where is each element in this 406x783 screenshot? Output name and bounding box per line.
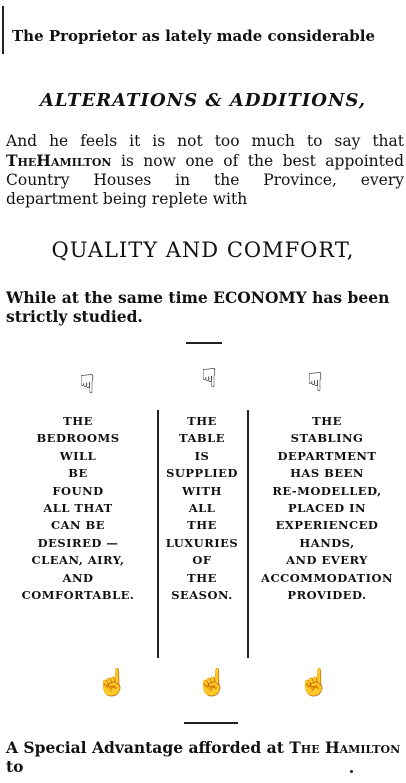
- intro-paragraph: The Proprietor as lately made considerable: [12, 27, 376, 45]
- stray-dot: [350, 770, 353, 773]
- column-line: ACCOMMODATION: [261, 570, 393, 585]
- column-line: WITH: [182, 483, 222, 498]
- column-line: EXPERIENCED: [275, 518, 379, 533]
- pointing-hand-icon: ☟: [79, 370, 95, 400]
- column-line: LUXURIES: [165, 535, 239, 550]
- column-line: SEASON.: [171, 588, 233, 603]
- column-line: AND: [62, 570, 94, 585]
- column-line: OF: [192, 553, 212, 568]
- pointing-hand-icon: ☝: [196, 668, 229, 698]
- column-line: COMFORTABLE.: [21, 588, 135, 603]
- column-line: BE: [68, 466, 88, 481]
- closing-paragraph: [6, 738, 404, 776]
- column-line: HAS BEEN: [290, 466, 364, 481]
- column-line: DESIRED —: [37, 535, 119, 550]
- column-line: SUPPLIED: [166, 466, 238, 481]
- stabling-column: [250, 413, 404, 604]
- bedrooms-column: [2, 413, 154, 604]
- column-line: THE: [63, 414, 93, 428]
- closing-hotel-name: The Hamilton: [289, 738, 401, 757]
- alterations-heading: ALTERATIONS & ADDITIONS,: [39, 90, 367, 111]
- column-line: TABLE: [179, 431, 225, 446]
- short-divider: [186, 342, 222, 344]
- column-line: STABLING: [290, 431, 364, 446]
- column-line: HANDS,: [299, 535, 355, 550]
- column-line: RE-MODELLED,: [272, 483, 382, 498]
- column-line: ALL: [188, 501, 216, 516]
- pointing-hand-icon: ☝: [298, 668, 331, 698]
- section-divider: [184, 722, 238, 724]
- column-line: BEDROOMS: [36, 431, 120, 446]
- column-divider: [247, 410, 249, 658]
- body-rest: is now one of the best appointed Country Houses in the Province, every department being replete with: [6, 152, 404, 208]
- column-line: CLEAN, AIRY,: [31, 553, 125, 568]
- column-line: THE: [312, 414, 342, 428]
- body-paragraph: [6, 132, 404, 209]
- slogan-heading: QUALITY AND COMFORT,: [51, 238, 355, 262]
- column-line: THE: [187, 518, 217, 533]
- column-line: THE: [187, 414, 217, 428]
- pointing-hand-icon: ☟: [201, 364, 217, 394]
- body-lead: And he feels it is not too much to say that: [6, 132, 404, 150]
- column-line: IS: [194, 448, 210, 463]
- column-line: ALL THAT: [43, 501, 113, 516]
- closing-lead: A Special Advantage afforded at: [6, 738, 284, 757]
- margin-rule: [2, 6, 4, 54]
- column-line: PLACED IN: [288, 501, 366, 516]
- pointing-hand-icon: ☟: [307, 368, 323, 398]
- table-column: [159, 413, 245, 604]
- pointing-hand-icon: ☝: [96, 668, 129, 698]
- column-line: CAN BE: [50, 518, 106, 533]
- column-line: DEPARTMENT: [277, 448, 377, 463]
- column-line: AND EVERY: [286, 553, 368, 568]
- column-line: FOUND: [52, 483, 104, 498]
- column-line: WILL: [59, 448, 97, 463]
- column-line: PROVIDED.: [287, 588, 367, 603]
- closing-trail: to: [6, 757, 24, 776]
- economy-paragraph: While at the same time ECONOMY has been strictly studied.: [6, 288, 390, 326]
- column-line: THE: [187, 570, 217, 585]
- hotel-name: TheHamilton: [6, 151, 112, 170]
